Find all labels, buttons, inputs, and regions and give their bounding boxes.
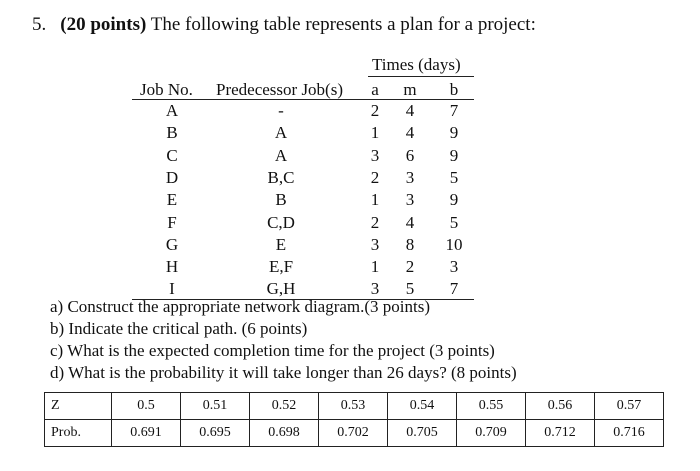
cell-pred: E [275,234,287,254]
cell-b: 9 [449,123,459,143]
cell-job: C [166,145,178,165]
cell-a: 1 [370,123,380,143]
cell-pred: B,C [267,167,295,187]
cell-m: 4 [405,212,415,232]
cell-job: F [167,212,177,232]
cell-b: 3 [449,257,459,277]
cell-b: 9 [449,145,459,165]
cell-m: 5 [405,279,415,299]
question-c: c) What is the expected completion time for the project (3 points) [50,341,495,360]
z-cell: 0.54 [388,393,457,420]
question-list [50,296,517,384]
probability-table [44,392,664,447]
question-number: 5. [32,14,47,35]
prob-row [45,420,664,447]
z-cell: 0.55 [457,393,526,420]
header-job: Job No. [140,80,193,99]
cell-a: 3 [370,234,380,254]
cell-m: 3 [405,190,415,210]
question-text: The following table represents a plan for a project: [150,14,536,35]
cell-pred: - [278,101,284,120]
header-rule [132,99,474,100]
cell-pred: A [274,145,288,165]
cell-a: 1 [370,190,380,210]
prob-label: Prob. [45,420,112,447]
cell-job: H [165,257,179,277]
cell-m: 8 [405,234,415,254]
cell-b: 9 [449,190,459,210]
cell-b: 10 [445,234,463,254]
prob-cell: 0.716 [595,420,664,447]
z-label: Z [45,393,112,420]
cell-m: 4 [405,101,415,120]
cell-job: I [169,279,175,299]
prob-cell: 0.712 [526,420,595,447]
z-cell: 0.57 [595,393,664,420]
cell-m: 4 [405,123,415,143]
prob-cell: 0.691 [112,420,181,447]
cell-pred: G,H [266,279,296,299]
cell-job: D [165,167,179,187]
prob-cell: 0.709 [457,420,526,447]
cell-b: 7 [449,279,459,299]
cell-m: 2 [405,257,415,277]
cell-pred: C,D [267,212,295,232]
z-cell: 0.52 [250,393,319,420]
z-cell: 0.51 [181,393,250,420]
prob-cell: 0.695 [181,420,250,447]
cell-pred: E,F [268,257,294,277]
z-row [45,393,664,420]
question-b: b) Indicate the critical path. (6 points) [50,319,308,338]
cell-job: G [165,234,179,254]
z-cell: 0.56 [526,393,595,420]
header-predecessor: Predecessor Job(s) [216,80,343,99]
z-cell: 0.53 [319,393,388,420]
cell-b: 7 [449,101,459,120]
cell-a: 3 [370,279,380,299]
cell-m: 3 [405,167,415,187]
cell-job: A [165,101,179,120]
cell-job: B [166,123,178,143]
question-points: (20 points) [60,14,147,35]
prob-cell: 0.702 [319,420,388,447]
times-header: Times (days) [372,55,461,74]
question-heading [32,14,536,36]
prob-cell: 0.698 [250,420,319,447]
question-d: d) What is the probability it will take longer than 26 days? (8 points) [50,363,517,382]
cell-a: 2 [370,101,380,120]
cell-a: 2 [370,212,380,232]
times-underline [368,76,474,77]
cell-b: 5 [449,167,459,187]
cell-pred: A [274,123,288,143]
header-m: m [403,80,417,99]
z-cell: 0.5 [112,393,181,420]
cell-b: 5 [449,212,459,232]
cell-job: E [166,190,178,210]
prob-cell: 0.705 [388,420,457,447]
cell-m: 6 [405,145,415,165]
cell-pred: B [275,190,287,210]
cell-a: 3 [370,145,380,165]
header-a: a [371,80,379,99]
cell-a: 1 [370,257,380,277]
header-b: b [449,80,459,99]
cell-a: 2 [370,167,380,187]
question-a: a) Construct the appropriate network diagram.(3 points) [50,297,431,316]
